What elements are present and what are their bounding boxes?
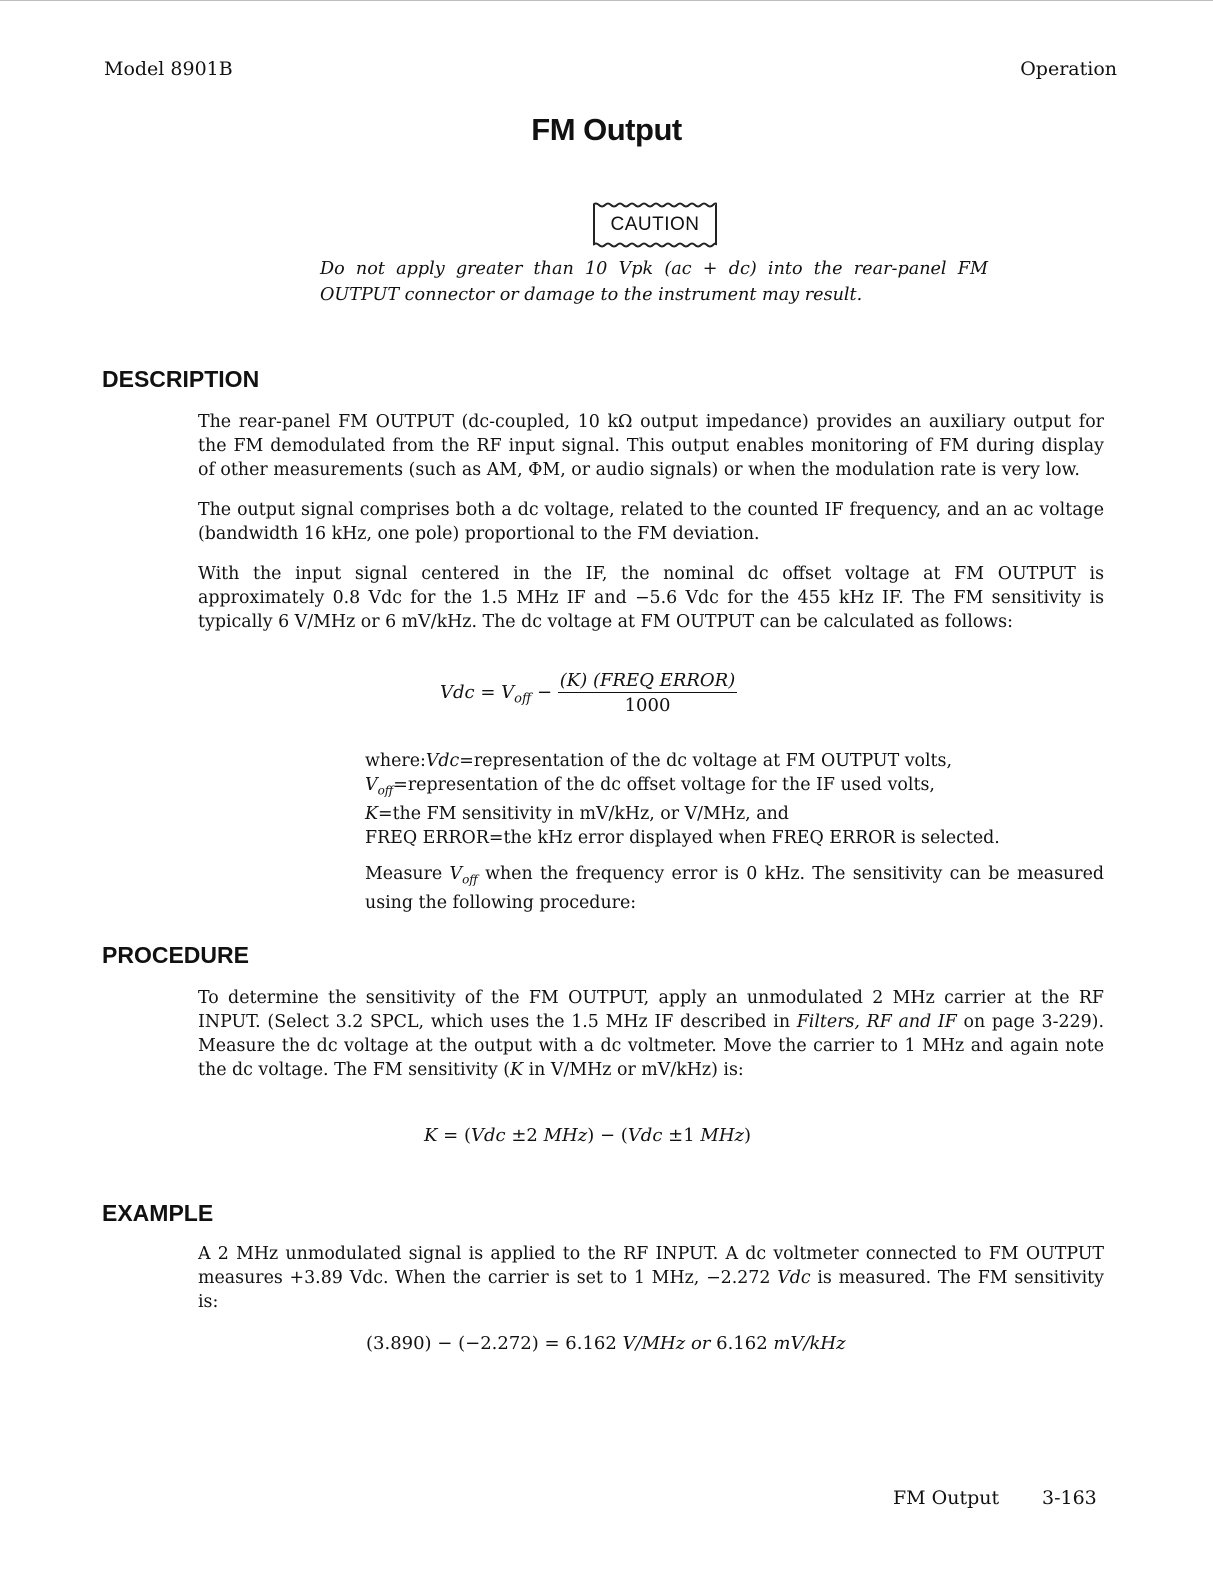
- header-section: Operation: [1020, 58, 1117, 80]
- formula-equals: =: [480, 682, 496, 703]
- where-line-vdc: where:Vdc=representation of the dc voltage at FM OUTPUT volts,: [365, 751, 953, 771]
- description-paragraph-2: The output signal comprises both a dc voltage, related to the counted IF frequency, and an ac voltage (bandwidth 16 kHz, one pole) proportional to the FM deviation.: [198, 500, 1104, 544]
- description-paragraph-3: With the input signal centered in the IF, the nominal dc offset voltage at FM OUTPUT is approximately 0.8 Vdc for the 1.5 MHz IF and −5.6 Vdc for the 455 kHz IF. The FM sensitivity is typically 6 V/MHz or 6 mV/kHz. The dc voltage at FM OUTPUT can be calculated as follows:: [198, 564, 1104, 632]
- measure-paragraph: Measure $V_{off}$ when the frequency error is 0 kHz. The sensitivity can be measured using the following procedure:: [365, 864, 1104, 914]
- header-model: Model 8901B: [104, 58, 233, 80]
- vdc-formula: [440, 670, 737, 716]
- example-result-formula: (3.890) − (−2.272) = 6.162 V/MHz or 6.162 mV/kHz: [366, 1333, 846, 1354]
- formula-numerator: (K) (FREQ ERROR): [559, 670, 736, 691]
- caution-bottom-wavy-edge: [593, 242, 717, 248]
- procedure-paragraph: To determine the sensitivity of the FM OUTPUT, apply an unmodulated 2 MHz carrier at the RF INPUT. (Select 3.2 SPCL, which uses the 1.5 MHz IF described in Filters, RF and IF on page 3-229). Measure the dc voltage at the output with a dc voltmeter. Move the carrier to 1 MHz and again note the dc voltage. The FM sensitivity (K in V/MHz or mV/kHz) is:: [198, 988, 1104, 1080]
- filters-reference: Filters, RF and IF: [796, 1012, 957, 1032]
- where-line-voff: $V_{off}=representation$ of the dc offset voltage for the IF used volts,: [365, 775, 935, 798]
- footer-page-number: 3-163: [1042, 1487, 1097, 1509]
- where-line-freq-error: FREQ ERROR=the kHz error displayed when FREQ ERROR is selected.: [365, 828, 1000, 849]
- top-rule: [0, 0, 1213, 1]
- formula-minus: −: [536, 682, 553, 703]
- sensitivity-formula: K = (Vdc ±2 MHz) − (Vdc ±1 MHz): [424, 1125, 752, 1146]
- caution-message: Do not apply greater than 10 Vpk (ac + dc) into the rear-panel FM OUTPUT connector or damage to the instrument may result.: [320, 259, 988, 305]
- example-heading: EXAMPLE: [102, 1200, 214, 1226]
- procedure-heading: PROCEDURE: [102, 942, 249, 968]
- where-definitions: [365, 749, 1104, 850]
- formula-fraction: [558, 670, 737, 716]
- formula-vdc: Vdc: [440, 682, 475, 703]
- page-title: FM Output: [531, 112, 682, 147]
- where-line-k: K=the FM sensitivity in mV/kHz, or V/MHz, and: [365, 804, 789, 825]
- caution-top-wavy-edge: [593, 202, 717, 208]
- formula-voff: $V_{off}$: [501, 682, 532, 707]
- caution-box: [593, 205, 717, 245]
- example-paragraph: A 2 MHz unmodulated signal is applied to the RF INPUT. A dc voltmeter connected to FM OUTPUT measures +3.89 Vdc. When the carrier is set to 1 MHz, −2.272 Vdc is measured. The FM sensitivity is:: [198, 1244, 1104, 1312]
- caution-label: CAUTION: [610, 214, 700, 235]
- formula-denominator: 1000: [624, 695, 671, 716]
- description-paragraph-1: The rear-panel FM OUTPUT (dc-coupled, 10 kΩ output impedance) provides an auxiliary output for the FM demodulated from the RF input signal. This output enables monitoring of FM during display of other measurements (such as AM, ΦM, or audio signals) or when the modulation rate is very low.: [198, 412, 1104, 480]
- footer-title: FM Output: [893, 1487, 1000, 1509]
- description-heading: DESCRIPTION: [102, 366, 260, 392]
